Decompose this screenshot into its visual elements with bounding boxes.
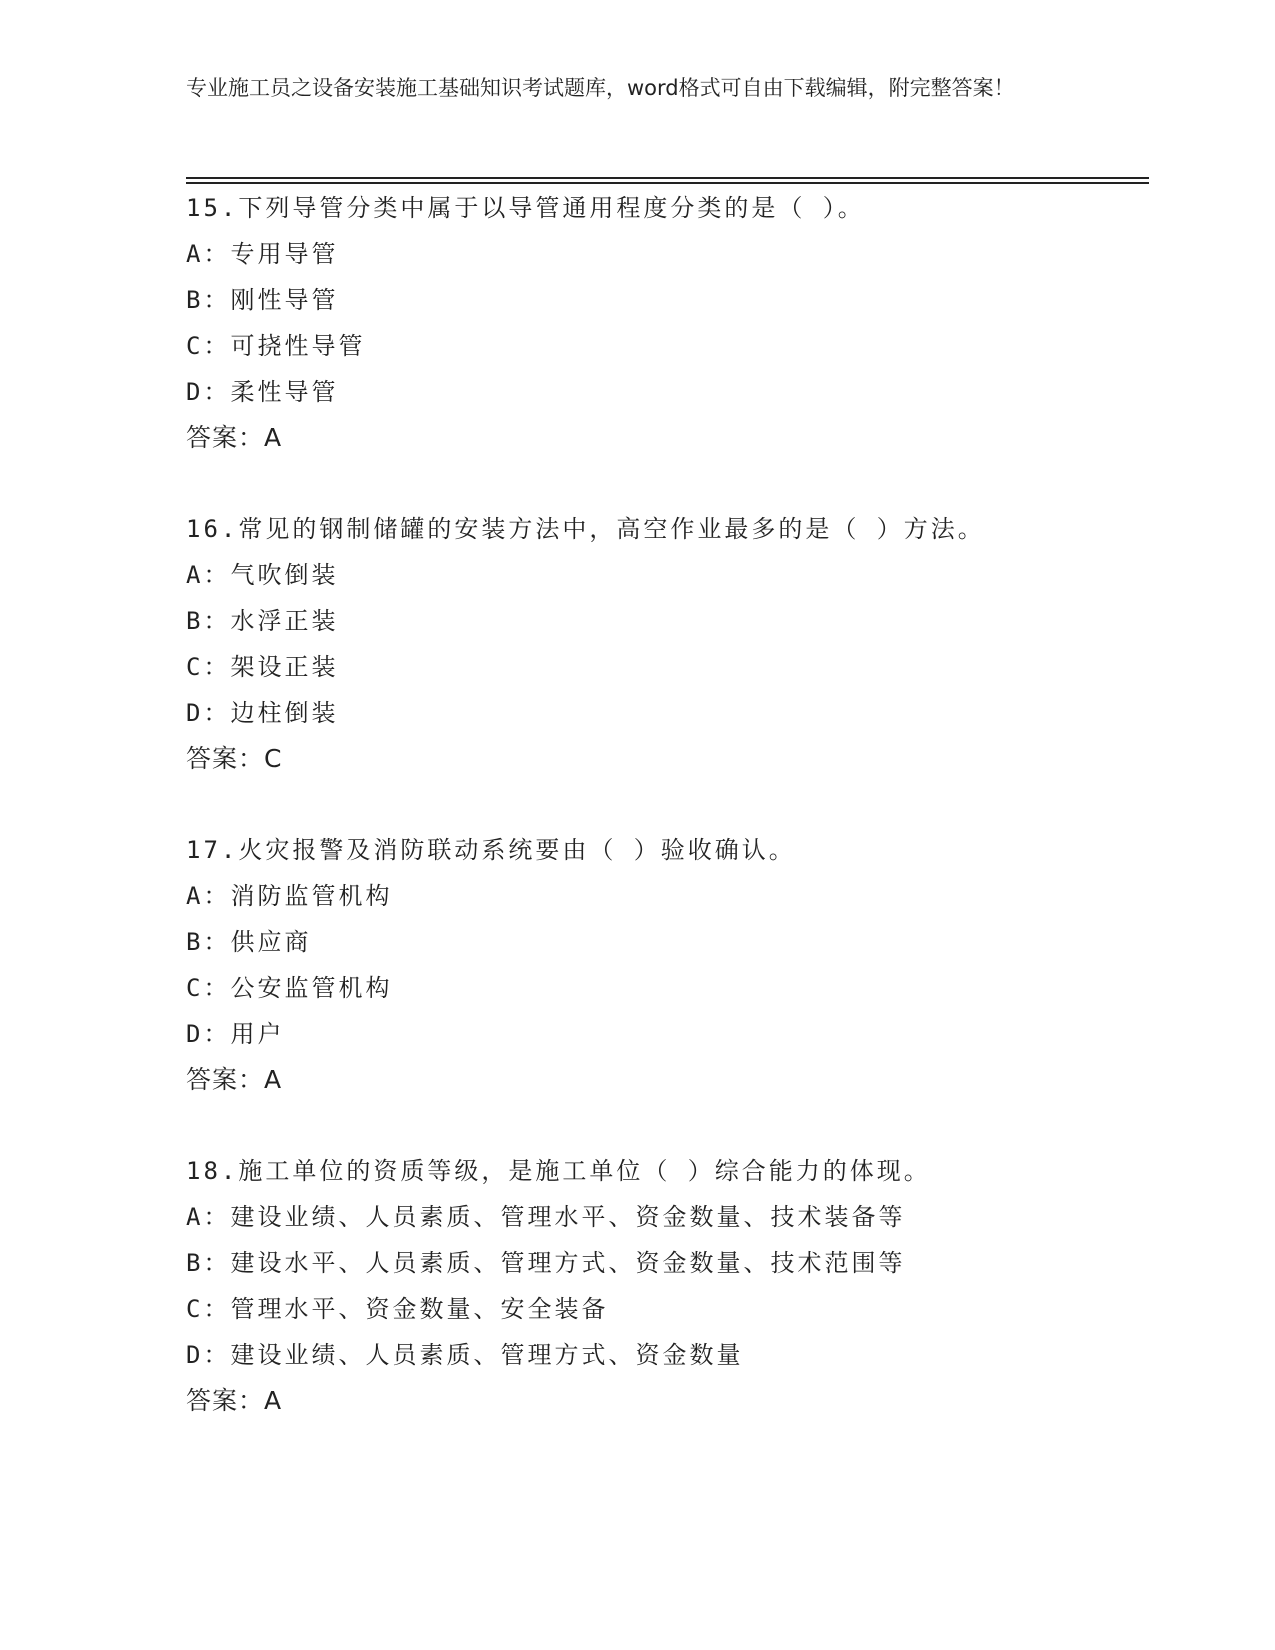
option-d: D：建设业绩、人员素质、管理方式、资金数量 bbox=[186, 1341, 744, 1369]
option-a: A：气吹倒装 bbox=[186, 561, 339, 589]
question-18 bbox=[186, 1148, 1146, 1424]
option-c: C：管理水平、资金数量、安全装备 bbox=[186, 1295, 609, 1323]
option-c: C：公安监管机构 bbox=[186, 974, 393, 1002]
question-stem: 15.下列导管分类中属于以导管通用程度分类的是（ ）。 bbox=[186, 194, 865, 222]
option-d: D：用户 bbox=[186, 1020, 285, 1048]
option-b: B：建设水平、人员素质、管理方式、资金数量、技术范围等 bbox=[186, 1249, 906, 1277]
question-list bbox=[186, 185, 1146, 1469]
question-stem: 16.常见的钢制储罐的安装方法中，高空作业最多的是（ ）方法。 bbox=[186, 515, 985, 543]
header-divider-bottom bbox=[186, 182, 1149, 184]
question-16 bbox=[186, 506, 1146, 782]
question-17 bbox=[186, 827, 1146, 1103]
option-a: A：专用导管 bbox=[186, 240, 339, 268]
option-a: A：消防监管机构 bbox=[186, 882, 393, 910]
answer-line: 答案：C bbox=[186, 744, 283, 773]
document-header: 专业施工员之设备安装施工基础知识考试题库，word格式可自由下载编辑，附完整答案！ bbox=[186, 76, 1015, 100]
question-stem: 17.火灾报警及消防联动系统要由（ ）验收确认。 bbox=[186, 836, 796, 864]
option-b: B：刚性导管 bbox=[186, 286, 339, 314]
header-divider-top bbox=[186, 177, 1149, 179]
option-c: C：架设正装 bbox=[186, 653, 339, 681]
option-b: B：水浮正装 bbox=[186, 607, 339, 635]
question-stem: 18.施工单位的资质等级，是施工单位（ ）综合能力的体现。 bbox=[186, 1157, 931, 1185]
option-d: D：柔性导管 bbox=[186, 378, 339, 406]
option-c: C：可挠性导管 bbox=[186, 332, 366, 360]
answer-line: 答案：A bbox=[186, 1065, 283, 1094]
question-15 bbox=[186, 185, 1146, 461]
option-b: B：供应商 bbox=[186, 928, 312, 956]
option-d: D：边柱倒装 bbox=[186, 699, 339, 727]
option-a: A：建设业绩、人员素质、管理水平、资金数量、技术装备等 bbox=[186, 1203, 906, 1231]
answer-line: 答案：A bbox=[186, 423, 283, 452]
answer-line: 答案：A bbox=[186, 1386, 283, 1415]
